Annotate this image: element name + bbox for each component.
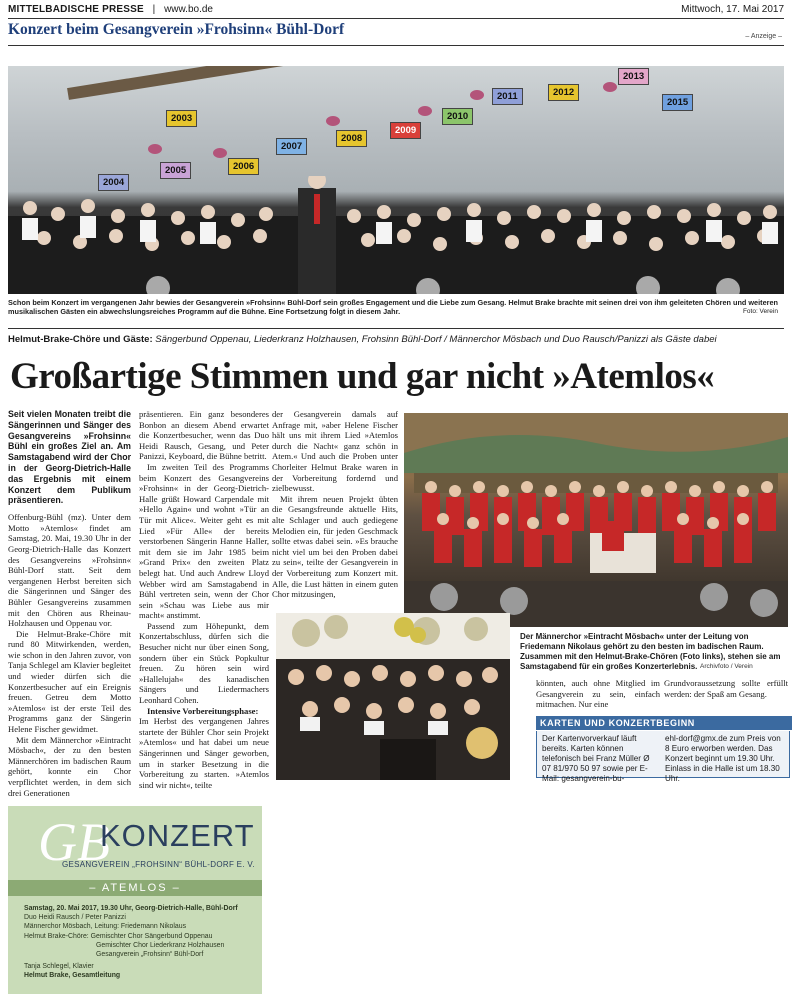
year-sign: 2011	[492, 88, 523, 105]
article-lead: Seit vielen Monaten treibt die Sängerinnen und Sänger des Gesangvereins »Frohsinn« Bühl ein großes Ziel an. Am Samstagabend wird der Chor in der Georg-Dietrich-Halle das Ergebnis mit einem Konzert dem Publikum präsentieren.	[8, 409, 131, 506]
conductor	[602, 521, 624, 551]
info-box-title: KARTEN UND KONZERTBEGINN	[536, 716, 792, 730]
masthead	[8, 4, 784, 19]
ad-line: Helmut Brake, Gesamtleitung	[24, 972, 121, 980]
maennerchor-photo	[404, 413, 788, 627]
year-sign: 2004	[98, 174, 129, 191]
info-text-right: ehl-dorf@gmx.de zum Preis von 8 Euro erworben werden. Das Konzert beginnt um 19.30 Uhr. Einlass in die Halle ist um 18.30 Uhr.	[665, 734, 781, 783]
article-column-4	[536, 678, 660, 710]
ad-line: Samstag, 20. Mai 2017, 19.30 Uhr, Georg-Dietrich-Halle, Bühl-Dorf	[24, 905, 238, 912]
ad-club-name: GESANGVEREIN „FROHSINN“ BÜHL-DORF E. V.	[62, 860, 255, 869]
ad-line: Duo Heidi Rausch / Peter Panizzi	[24, 914, 126, 922]
paragraph: Im zweiten Teil des Programms beim Konzert des Gesangvereins »Frohsinn« in der Georg-Dietrich-Halle grüßt Howard Carpendale mit »Hello Again« und wohnt »Tür an Tür mit Alice«. Weiter geht es mit Lied »Für Alle« der bereits verstorbenen Sängerin Hanne Haller, mit dem sie im Jahr 1985 beim »Grand Prix« den zweiten Platz belegt hat. Und auch Andrew Lloyd Webber wird am Samstagabend in Bühl vertreten sein, wenn der Chor sein »Schau was Liebe aus mir macht« anstimmt.	[139, 461, 269, 621]
article-column-2	[139, 409, 269, 790]
ad-line: Gemischter Chor Liederkranz Holzhausen	[96, 941, 225, 949]
article-column-1	[8, 409, 131, 798]
concert-advert	[8, 806, 262, 994]
year-sign: 2007	[276, 138, 307, 155]
year-sign: 2013	[618, 68, 649, 85]
article-column-5	[664, 678, 788, 699]
paragraph: Grundvoraussetzung sollte erfüllt werden: der Spaß am Gesang.	[664, 678, 788, 699]
paragraph: Mit dem Männerchor »Eintracht Mösbach«, der zu den besten Männerchören im badischen Raum gehört, konnte ein Chor verpflichtet werden, in dem sich drei Generationen	[8, 734, 131, 798]
maennerchor-scene	[404, 413, 788, 627]
year-sign: 2015	[662, 94, 693, 111]
paragraph: Die Helmut-Brake-Chöre mit rund 80 Mitwirkenden, werden, wie schon in den Jahren zuvor, von Tanja Schlegel am Klavier begleitet und wieder dürfen sich die Konzertbesucher auf ein Ereignis freuen. Getreu dem Motto »Atemlos« ist der erste Teil des Programms ganz der Sängerin Helene Fischer gewidmet.	[8, 628, 132, 735]
year-sign: 2012	[548, 84, 579, 101]
article-column-3	[272, 409, 398, 609]
flower-decoration	[213, 148, 227, 158]
ad-line: Gesangverein „Frohsinn“ Bühl-Dorf	[96, 951, 204, 959]
subhead: Intensive Vorbereitungsphase:	[147, 705, 259, 716]
kicker-italic: Sängerbund Oppenau, Liederkranz Holzhausen, Frohsinn Bühl-Dorf / Männerchor Mösbach und Duo Rausch/Panizzi als Gäste dabei	[155, 334, 717, 345]
concert-photo	[8, 66, 784, 294]
divider	[8, 45, 784, 46]
caption-text: Schon beim Konzert im vergangenen Jahr bewies der Gesangverein »Frohsinn« Bühl-Dorf sein großes Engagement und die Liebe zum Gesang. Helmut Brake brachte mit seinen drei von ihm geleiteten Chören und weiteren musikalischen Gästen ein abwechslungsreiches Programm auf die Bühne. Eine Fortsetzung folgt in diesem Jahr.	[8, 298, 778, 316]
flower-decoration	[418, 106, 432, 116]
info-text-left: Der Kartenvorverkauf läuft bereits. Karten können telefonisch bei Franz Müller Ø 07 81/970 50 97 sowie per E-Mail: gesangverein-bu-	[542, 734, 650, 783]
ad-motto: – ATEMLOS –	[8, 880, 262, 896]
paragraph: der Gesangverein damals auf Anfrage mit, »aber Helene Fischer hält uns mit ihrem Lied »Atemlos durch die Nacht« ganz schön in Atem.« Und auch die Proben unter Chorleiter Helmut Brake waren in der Vorbereitung fordernd und zielbewusst.	[272, 409, 398, 494]
ad-details	[24, 904, 256, 981]
frohsinn-choir-scene	[276, 613, 510, 780]
year-sign: 2008	[336, 130, 367, 147]
flower-decoration	[326, 116, 340, 126]
paragraph: Mit ihrem neuen Projekt übten die Gesangsfreunde aktuelle Hits, alte Schlager und auch gediegene Melodien ein, für jeden Geschmack sollte etwas dabei sein. »Es brauche nicht viel um bei den Proben dabei zu sein«, teilte der Gesangverein in der Vorbereitung zum Konzert mit. Alle, die Lust hätten in einem guten Chor mitzusingen,	[272, 493, 398, 600]
year-sign: 2005	[160, 162, 191, 179]
photo-caption	[8, 298, 778, 316]
website: www.bo.de	[164, 4, 213, 15]
paragraph: präsentieren. Ein ganz besonderes Bonbon an diesem Abend erwartet die Konzertbesucher, wenn das Duo Heidi Rausch, Gesang, und Peter Panizzi, Keyboard, die Bühne betritt.	[139, 409, 269, 462]
issue-date: Mittwoch, 17. Mai 2017	[681, 4, 784, 15]
photo-credit: Foto: Verein	[742, 308, 778, 315]
divider	[8, 328, 784, 329]
frohsinn-choir-photo	[276, 613, 510, 780]
info-box	[536, 731, 790, 783]
year-sign: 2009	[390, 122, 421, 139]
flower-decoration	[603, 82, 617, 92]
kicker-bold: Helmut-Brake-Chöre und Gäste:	[8, 334, 153, 345]
publication-name: MITTELBADISCHE PRESSE	[8, 4, 144, 15]
section-title: Konzert beim Gesangverein »Frohsinn« Bühl-Dorf	[8, 21, 345, 38]
year-sign: 2010	[442, 108, 473, 125]
ad-line: Helmut Brake-Chöre: Gemischter Chor Sängerbund Oppenau	[24, 932, 213, 940]
year-sign: 2006	[228, 158, 259, 175]
flower-decoration	[148, 144, 162, 154]
headline: Großartige Stimmen und gar nicht »Atemlos«	[10, 356, 715, 397]
gb-logo: GB	[38, 812, 110, 872]
ad-line: Männerchor Mösbach, Leitung: Friedemann Nikolaus	[24, 923, 187, 931]
ad-title: KONZERT	[100, 818, 255, 853]
anzeige-label: – Anzeige –	[745, 33, 782, 40]
paragraph: könnten, auch ohne Mitglied im Gesangverein zu sein, einfach mitmachen. Nur eine	[536, 678, 660, 710]
photo-credit-2: Archivfoto / Verein	[700, 663, 753, 670]
kicker	[8, 334, 717, 345]
separator: |	[152, 4, 156, 15]
paragraph: Offenburg-Bühl (mz). Unter dem Motto »Atemlos« findet am Samstag, 20. Mai, 19.30 Uhr in der Georg-Dietrich-Halle das Konzert des Gesangvereins »Frohsinn« Bühl-Dorf statt. Seit dem vergangenen Herbst bereiten sich die Sängerinnen und Sänger des Bühler Gesangvereins zusammen mit den Chören aus Rheinau-Holzhausen und Oppenau vor.	[8, 512, 131, 629]
flower-decoration	[470, 90, 484, 100]
paragraph: Passend zum Höhepunkt, dem Konzertabschluss, dürfen sich die Besucher nicht nur über einen Song, sondern über ein Stück Popkultur freuen. Zu hören sein wird »Hallelujah« des kanadischen Sängers und Liedermachers Leonhard Cohen.	[139, 620, 269, 706]
ad-line: Tanja Schlegel, Klavier	[24, 963, 94, 971]
photo-caption-2: Der Männerchor »Eintracht Mösbach« unter der Leitung von Friedemann Nikolaus gehört zu den besten im badischen Raum. Zusammen mit den Helmut-Brake-Chören (Foto links), stehen sie am Samstagabend für ein großes Konzerterlebnis.	[520, 632, 781, 671]
choir-singers	[8, 176, 784, 294]
year-sign: 2003	[166, 110, 197, 127]
paragraph: Im Herbst des vergangenen Jahres startete der Bühler Chor sein Projekt »Atemlos« und hat dabei um neue Sängerinnen und Sänger geworben, um in starker Besetzung in die Vorbereitung zu starten. »Atemlos sind wir nicht«, teilte	[139, 716, 269, 790]
